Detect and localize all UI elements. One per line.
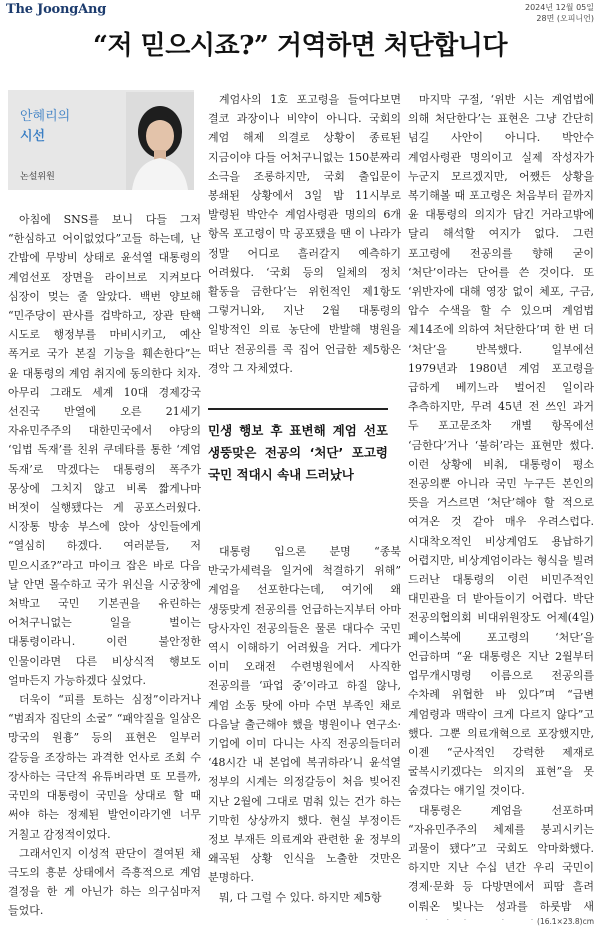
byline-box [8, 90, 194, 190]
dateline [525, 2, 594, 24]
paragraph: 대통령은 계엄을 선포하며 “자유민주주의 체제를 붕괴시키는 괴물이 됐다”고 국회도 악마화했다. 하지만 지난 수십 년간 우리 국민이 경제·문화 등 다방면에서 피땀 흘려 이뤄온 빛나는 성과를 하룻밤 새 [408, 803, 594, 913]
article-column-1 [8, 90, 201, 920]
article-dimensions: (16.1×23.8)cm [537, 917, 594, 926]
author-portrait [126, 92, 194, 190]
byline-author-role: 논설위원 [20, 172, 55, 182]
column-1-body [8, 210, 201, 920]
column-2-top [208, 90, 401, 378]
pull-quote: 민생 행보 후 표변해 계엄 선포 생뚱맞은 전공의 ‘처단’ 포고령 국민 적대시 속내 드러났나 [208, 408, 388, 486]
paragraph: 더욱이 “피를 토하는 심정”이라거나 “범죄자 집단의 소굴” “패악질을 일삼은 망국의 원흉” 등의 표현은 일부러 갈등을 조장하는 과격한 언사로 조회 수 장사하는 극단적 유튜버라면 또 모를까, 국민의 대통령이 국민을 상대로 할 때 써야 하는 정제된 발언이라기엔 너무 거칠고 감정적이었다. [8, 693, 201, 841]
paragraph: 계엄사의 1호 포고령을 들여다보면 결코 과장이나 비약이 아니다. 국회의 계엄 해제 의결로 상황이 종료된 지금이야 다들 어처구니없는 150분짜리 소극을 조롱하지만, 국회 출입문이 봉쇄된 상황에서 3일 밤 11시부로 발령된 박안수 계엄사령관 명의의 6개 항목 포고령이 막 공포됐을 땐 이 나라가 정말 어디로 흘러갈지 예측하기 어려웠다. ‘국회 등의 일체의 정치 활동을 금한다’는 위헌적인 제1항도 그렇거니와, 지난 2월 대통령의 일방적인 의료 농단에 반발해 병원을 떠난 전공의를 콕 집어 언급한 제5항은 경악 그 자체였다. [208, 93, 401, 375]
byline-series-title: 시선 [20, 129, 46, 144]
paragraph: 아침에 SNS를 보니 다들 그저 “한심하고 어이없었다”고들 하는데, 난 간밤에 무방비 상태로 윤석열 대통령의 계엄선포 장면을 라이브로 지켜보다 심장이 멎는 줄 알았다. 백번 양보해 “민주당이 판사를 겁박하고, 장관 탄핵 시도로 행정부를 마비시키고, 예산 폭거로 국가 본질 기능을 훼손한다”는 윤 대통령의 계엄 취지에 동의한다 치자. 아무리 그래도 세계 10대 경제강국 선진국 반열에 오른 21세기 자유민주주의 대한민국에서 야당의 ‘입법 독재’를 친위 쿠데타를 통한 ‘계엄 독재’로 막겠다는 대통령의 폭주가 몽상에 그치지 않고 비록 짧게나마 버젓이 실행됐다는 게 공포스러웠다. 시장통 방송 부스에 앉아 상인들에게 “열심히 하겠다. 여러분들, 저 믿으시죠?”라고 마이크 잡은 바로 다음 날 안면 몰수하고 국가 위신을 시궁창에 처박고 국민 기본권을 유린하는 어처구니없는 일을 벌이는 대통령이라니. 이런 불안정한 인물이라면 다른 비상식적 행보도 얼마든지 가능하겠다 싶었다. [8, 213, 201, 687]
column-2-bottom [208, 542, 401, 907]
article-column-3 [408, 90, 594, 920]
publish-date: 2024년 12월 05일 [525, 3, 594, 12]
paragraph: 대통령 입으론 분명 “종북 반국가세력을 일거에 척결하기 위해” 계엄을 선포한다는데, 여기에 왜 생뚱맞게 전공의를 언급하는지부터 아마 당사자인 전공의들은 물론 대다수 국민 역시 이해하기 어려웠을 거다. 게다가 이미 오래전 수련병원에서 사직한 전공의를 ‘파업 중’이라고 하질 않나, 계엄 소동 탓에 아마 수면 부족인 채로 다음날 출근해야 했을 병원이나 연구소·기업에 이미 다니는 사직 전공의들더러 ‘48시간 내 본업에 복귀하라’니 윤석열 정부의 시계는 의정갈등이 처음 빚어진 지난 2월에 그대로 멈춰 있는 건가 하는 기막힌 상상까지 했다. 현실 부정이든 정보 부재든 의료계와 관련한 윤 정부의 왜곡된 상황 인식을 노출한 것만은 분명하다. [208, 545, 401, 885]
paragraph: 뭐, 다 그럴 수 있다. 하지만 제5항 [219, 890, 382, 904]
byline-author-name: 안혜리의 [20, 109, 71, 124]
page-section: 28면 (오피니언) [536, 14, 594, 23]
paragraph: 마지막 구절, ‘위반 시는 계엄법에 의해 처단한다’는 표현은 그냥 간단히 넘길 사안이 아니다. 박안수 계엄사령관 명의이고 실제 작성자가 누군지 모르겠지만, 어쨌든 상황을 복기해볼 때 포고령은 처음부터 끝까지 윤 대통령의 의지가 담긴 거라고밖에 달리 해석할 여지가 없다. 그런 포고령에 전공의를 향해 굳이 ‘처단’이라는 단어를 쓴 것이다. 또 ‘위반자에 대해 영장 없이 체포, 구금, 압수 수색을 할 수 있으며 계엄법 제14조에 의하여 처단한다’며 한 번 더 ‘처단’을 반복했다. 일부에선 1979년과 1980년 계엄 포고령을 급하게 베끼느라 벌어진 일이라 추측하지만, 무려 45년 전 쓰인 과거 두 포고문조차 개별 항목에선 ‘금한다’거나 ‘불허’라는 표현만 썼다. 이런 상황에 비춰, 대통령이 평소 전공의뿐 아니라 국민 누구든 본인의 뜻을 거스르면 ‘처단’해야 할 적으로 여겨온 것 같아 매우 우려스럽다. 시대착오적인 비상계엄도 용납하기 어렵지만, 비상계엄이라는 형식을 빌려 드러난 대통령의 이런 비민주적인 대민관을 더 받아들이기 어렵다. 박단 전공의협의회 비대위원장도 어제(4일) 페이스북에 포고령의 ‘처단’을 언급하며 “윤 대통령은 지난 2월부터 업무개시명령 이름으로 전공의를 수차례 위협한 바 있다”며 “급변 계엄령과 맥락이 크게 다르지 않다”고 했다. 그뿐 의료개혁으로 포장했지만, 이젠 “군사적인 강력한 제재로 굴복시키겠다는 의지의 표현”을 못 숨겼다는 얘기일 것이다. [408, 93, 594, 798]
newspaper-logo: The JoongAng [6, 2, 107, 17]
article-headline: “저 믿으시죠?” 거역하면 처단합니다 [93, 31, 507, 61]
author-portrait-icon [126, 92, 194, 190]
masthead [6, 2, 594, 24]
paragraph: 그래서인지 이성적 판단이 결여된 채 극도의 흥분 상태에서 즉흥적으로 계엄 결정을 한 게 아닌가 하는 의구심마저 들었다. [8, 846, 201, 918]
article-column-2 [208, 90, 401, 920]
